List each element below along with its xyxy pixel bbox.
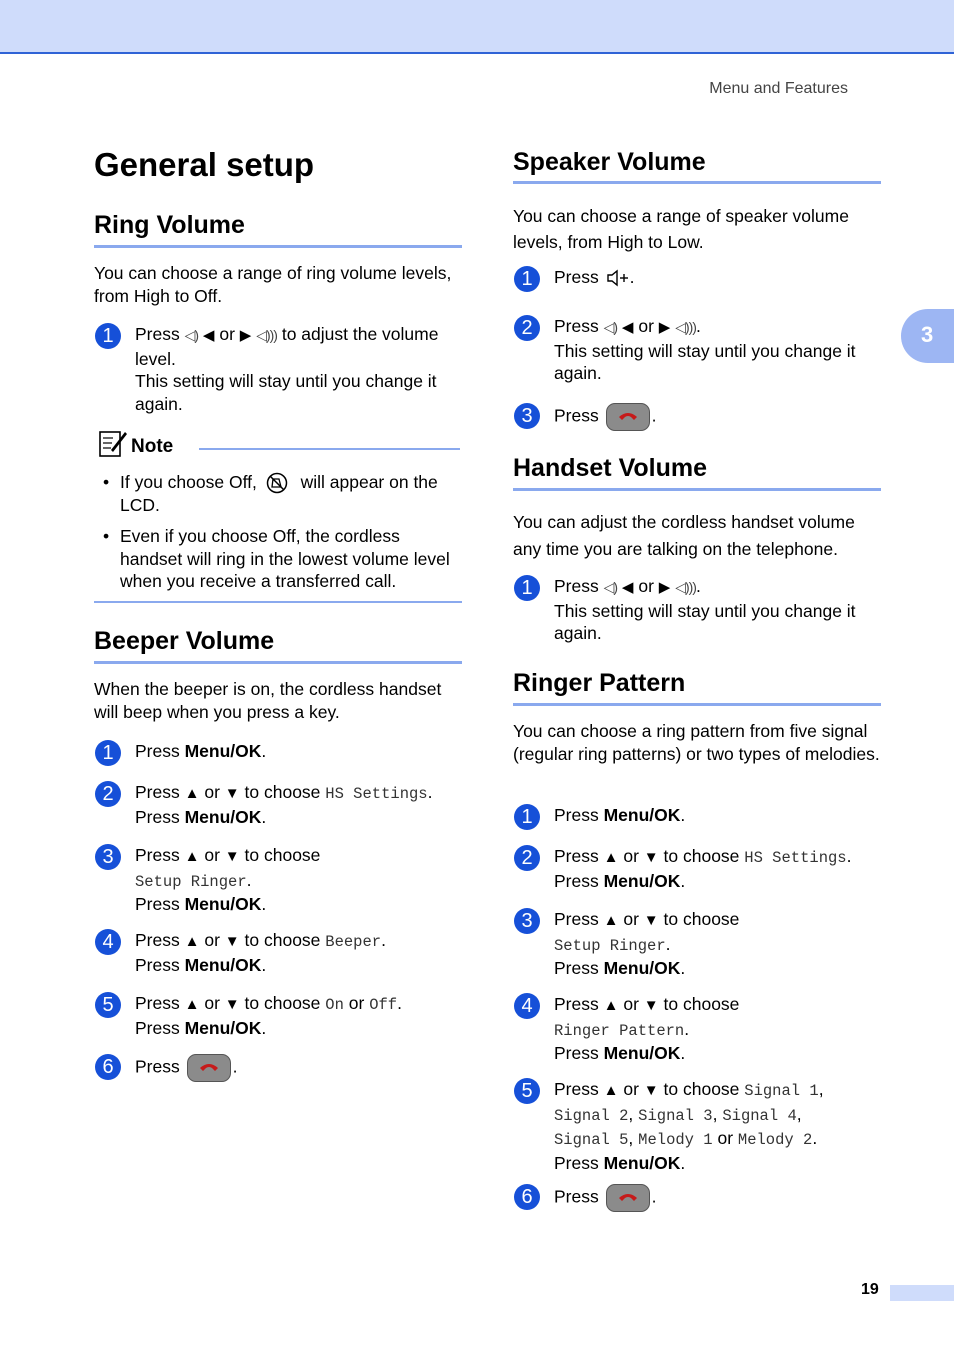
ring-volume-rule [94,245,462,248]
note-icon [98,428,128,458]
up-arrow-icon: ▲ [184,785,200,802]
left-arrow-icon: ◀ [202,327,215,344]
ringer-step-2: 2 Press ▲ or ▼ to choose HS Settings. Press Menu/OK. [513,845,881,892]
volume-up-icon: ◁))) [675,319,696,335]
note-rule [199,448,460,450]
ring-volume-step-1: 1 Press ◁) ◀ or ▶ ◁))) to adjust the volume level. This setting will stay until you change it again. [94,323,462,415]
ringer-pattern-rule [513,703,881,706]
handset-volume-heading: Handset Volume [513,454,708,482]
handset-step-1: 1 Press ◁) ◀ or ▶ ◁))). This setting will stay until you change it again. [513,575,881,645]
volume-down-icon: ◁) [184,327,199,343]
handset-volume-intro: You can adjust the cordless handset volume any time you are talking on the telephone. [513,512,855,559]
speaker-step-2: 2 Press ◁) ◀ or ▶ ◁))). This setting will stay until you change it again. [513,315,881,385]
chapter-tab [901,309,954,363]
note-bottom-rule [94,601,462,603]
ringer-step-1: 1 Press Menu/OK. [513,804,881,827]
handset-volume-rule [513,488,881,491]
speaker-volume-rule [513,181,881,184]
right-arrow-icon: ▶ [239,327,252,344]
volume-down-icon: ◁) [603,579,618,595]
volume-up-icon: ◁))) [675,579,696,595]
note-title: Note [131,436,174,457]
down-arrow-icon: ▼ [224,785,240,802]
speaker-icon [606,268,630,288]
page-title: General setup [94,146,315,183]
ring-volume-intro: You can choose a range of ring volume levels, from High to Off. [94,263,452,306]
speaker-step-1: 1 Press . [513,266,881,289]
beeper-volume-heading: Beeper Volume [94,627,275,655]
volume-up-icon: ◁))) [256,327,277,343]
beeper-step-5: 5 Press ▲ or ▼ to choose On or Off. Press Menu/OK. [94,992,462,1039]
beeper-volume-rule [94,661,462,664]
speaker-volume-intro: You can choose a range of speaker volume levels, from High to Low. [513,206,849,252]
beeper-step-1: 1 Press Menu/OK. [94,740,462,763]
ringer-off-icon [266,472,288,494]
volume-down-icon: ◁) [603,319,618,335]
ringer-step-6: 6 Press . [513,1184,881,1212]
ringer-step-5: 5 Press ▲ or ▼ to choose Signal 1, Signal 2, Signal 3, Signal 4, Signal 5, Melody 1 or Melody 2. Press Menu/OK. [513,1078,881,1174]
ring-volume-heading: Ring Volume [94,211,245,239]
step-number: 1 [95,323,121,349]
beeper-step-2: 2 Press ▲ or ▼ to choose HS Settings. Press Menu/OK. [94,781,462,828]
speaker-volume-heading: Speaker Volume [513,148,706,176]
note-bullet-1: • If you choose Off, will appear on the LCD. [103,472,438,516]
note-bullet-2: • Even if you choose Off, the cordless handset will ring in the lowest volume level when you receive a transferred call. [103,526,450,591]
ringer-pattern-heading: Ringer Pattern [513,669,686,697]
end-call-icon [187,1054,231,1082]
ringer-step-4: 4 Press ▲ or ▼ to choose Ringer Pattern. Press Menu/OK. [513,993,881,1065]
note-header [94,428,462,462]
end-call-icon [606,1184,650,1212]
speaker-step-3: 3 Press . [513,403,881,431]
running-head: Menu and Features [709,80,848,97]
beeper-step-4: 4 Press ▲ or ▼ to choose Beeper. Press Menu/OK. [94,929,462,976]
beeper-step-6: 6 Press . [94,1054,462,1082]
top-band [0,0,954,54]
page-number-bar [890,1285,954,1301]
beeper-volume-intro: When the beeper is on, the cordless handset will beep when you press a key. [94,679,442,722]
end-call-icon [606,403,650,431]
page-number: 19 [861,1281,879,1298]
ringer-step-3: 3 Press ▲ or ▼ to choose Setup Ringer. Press Menu/OK. [513,908,881,980]
chapter-number: 3 [921,322,934,347]
ringer-pattern-intro: You can choose a ring pattern from five signal (regular ring patterns) or two types of melodies. [513,721,880,764]
beeper-step-3: 3 Press ▲ or ▼ to choose Setup Ringer. Press Menu/OK. [94,844,462,916]
